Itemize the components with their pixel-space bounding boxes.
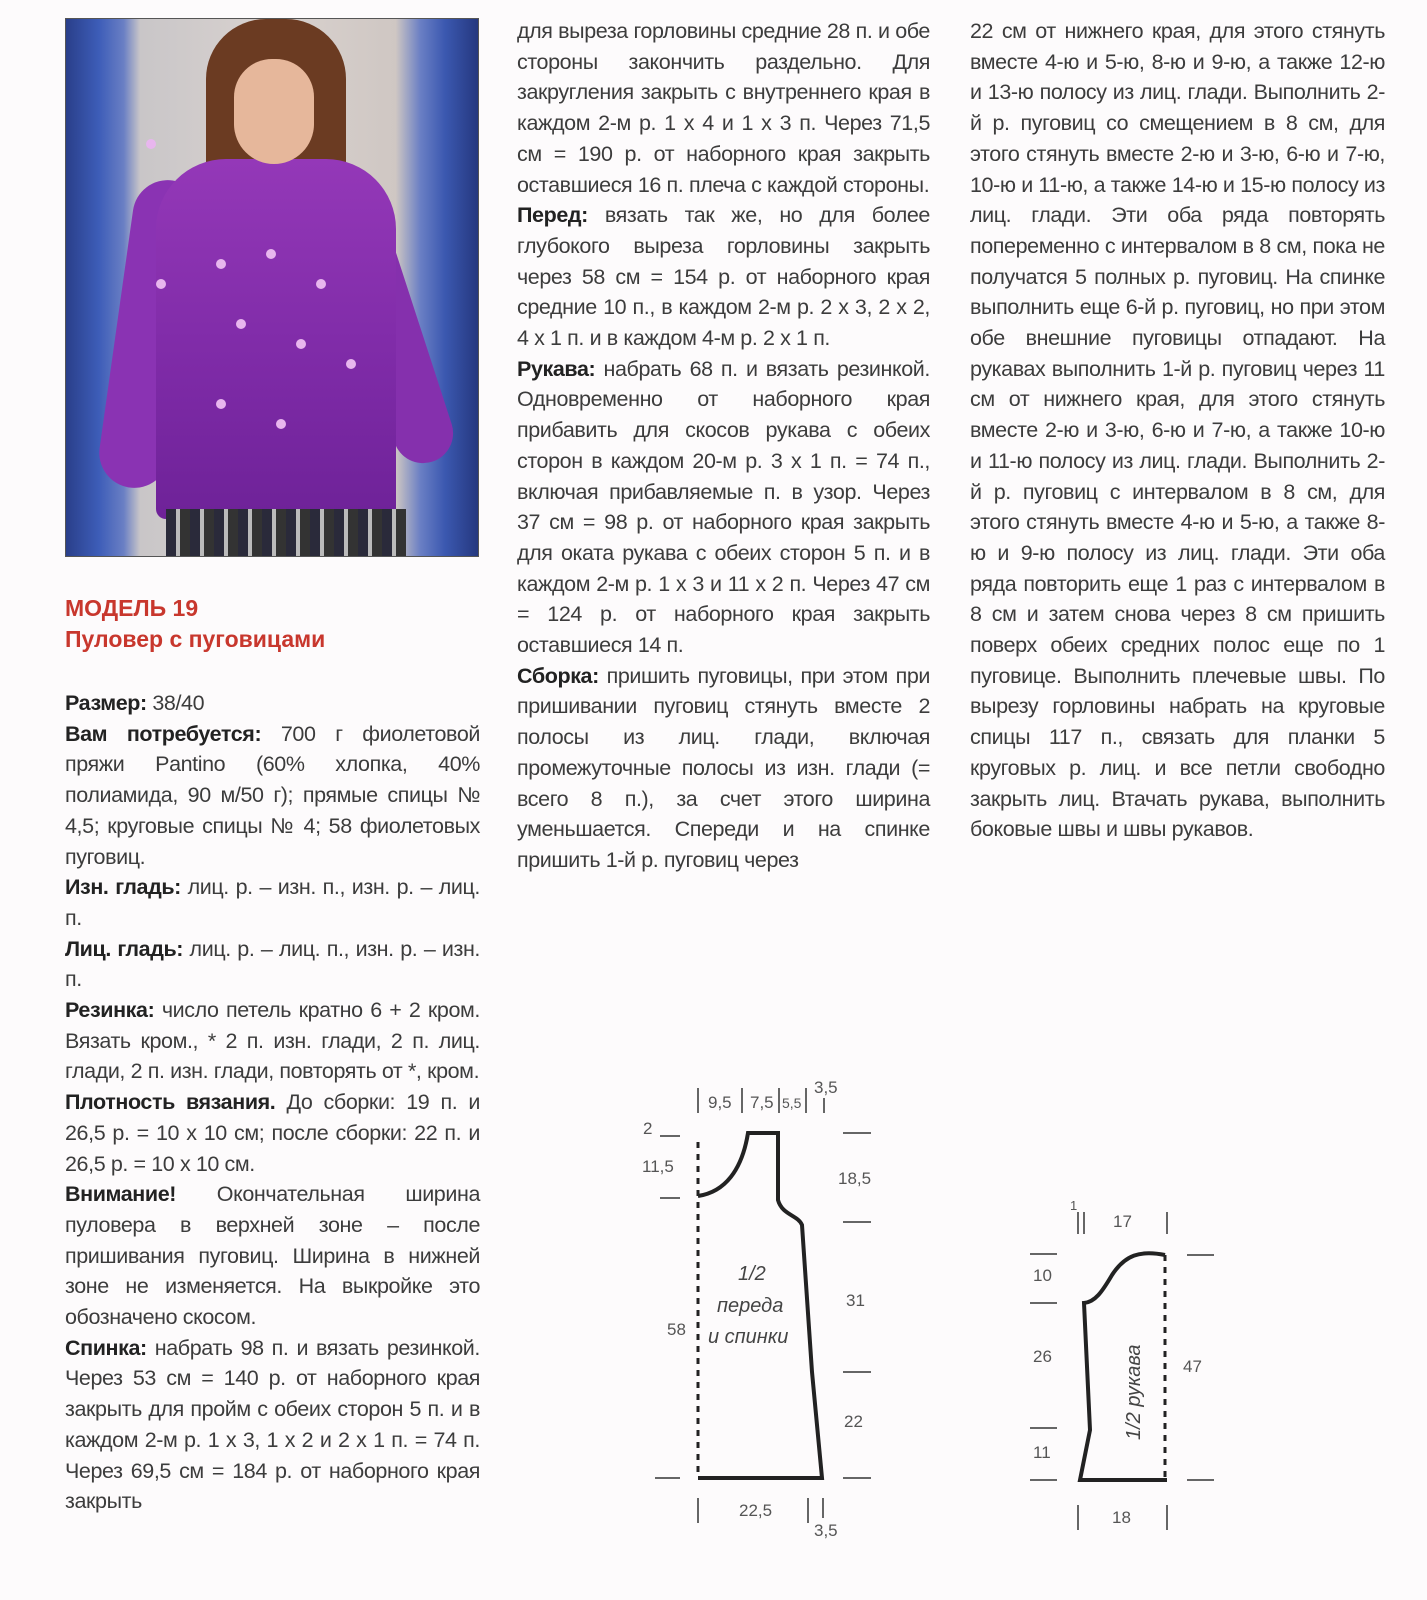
dim-bottom-2: 3,5 — [814, 1521, 838, 1540]
model-name: Пуловер с пуговицами — [65, 626, 326, 652]
body-label-1: 1/2 — [738, 1263, 766, 1285]
paragraph-text: До сборки: 19 п. и 26,5 р. = 10 х 10 см; после сборки: 22 п. и 26,5 р. = 10 х 10 см. — [65, 1090, 480, 1176]
paragraph-heading: Изн. гладь: — [65, 875, 181, 900]
sleeve-dim-bottom: 18 — [1112, 1508, 1131, 1527]
sleeve-dim-left-3: 11 — [1033, 1443, 1051, 1462]
model-number: МОДЕЛЬ 19 — [65, 595, 199, 621]
paragraph-heading: Резинка: — [65, 998, 155, 1023]
paragraph-text: вязать так же, но для более глубокого выреза горловины закрыть через 58 см = 154 р. от наборного края средние 10 п., в каждом 2-м р. 2 х 3, 2 х 2, 4 х 1 п. и в каждом 4-м р. 2 х 1 п. — [517, 203, 930, 351]
dim-left-1: 2 — [643, 1119, 653, 1138]
dim-left-2: 11,5 — [642, 1157, 674, 1176]
dim-top-4: 3,5 — [814, 1078, 838, 1097]
dim-top-1: 9,5 — [708, 1093, 732, 1112]
paragraph-text: 38/40 — [146, 691, 205, 715]
paragraph-text: для выреза горловины средние 28 п. и обе стороны закончить раздельно. Для закругления закрыть с внутреннего края в каждом 2-м р. 1 х 4 и 1 х 3 п. Через 71,5 см = 190 р. от наборного края закрыть оставшиеся 16 п. плеча с каждой стороны. — [517, 19, 930, 197]
body-label-3: и спинки — [708, 1326, 789, 1348]
paragraph-heading: Спинка: — [65, 1335, 147, 1360]
dim-bottom-1: 22,5 — [739, 1501, 773, 1520]
paragraph-text: набрать 98 п. и вязать резинкой. Через 53 см = 140 р. от наборного края закрыть для пройм с обеих сторон 5 п. и в каждом 2-м р. 1 х 3, 1 х 2 и 2 х 1 п. = 74 п. Через 69,5 см = 184 р. от наборного края закрыть — [65, 1335, 480, 1514]
sleeve-dim-top-1: 1 — [1070, 1198, 1078, 1213]
dim-right-3: 22 — [844, 1412, 863, 1431]
sleeve-dim-left-2: 26 — [1033, 1347, 1052, 1366]
sleeve-dim-right: 47 — [1183, 1357, 1202, 1376]
paragraph-text: Окончательная ширина пуловера в верхней зоне – после пришивания пуговиц. Ширина в нижней зоне не изменяется. На выкройке это обозначено скосом. — [65, 1182, 480, 1330]
paragraph-text: число петель кратно 6 + 2 кром. Вязать кром., * 2 п. изн. глади, 2 п. лиц. глади, 2 п. изн. глади, повторять от *, кром. — [65, 998, 480, 1084]
paragraph-heading: Сборка: — [517, 663, 599, 688]
paragraph-text: набрать 68 п. и вязать резинкой. Одновременно от наборного края прибавить для скосов рукава с обеих сторон в каждом 20-м р. 3 х 1 п. = 74 п., включая прибавляемые п. в узор. Через 37 см = 98 р. от наборного края закрыть для оката рукава с обеих сторон 5 п. и в каждом 2-м р. 1 х 3 и 11 х 2 п. Через 47 см = 124 р. от наборного края закрыть оставшиеся 14 п. — [517, 356, 930, 658]
dim-right-1: 18,5 — [838, 1169, 872, 1188]
paragraph-heading: Плотность вязания. — [65, 1090, 276, 1115]
paragraph-heading: Внимание! — [65, 1182, 177, 1207]
paragraph-text: лиц. р. – изн. п., изн. р. – лиц. п. — [65, 875, 481, 930]
dim-top-2: 7,5 — [750, 1093, 774, 1112]
paragraph-heading: Перед: — [517, 203, 588, 228]
sleeve-dim-left-1: 10 — [1033, 1266, 1052, 1285]
paragraph-text: 22 см от нижнего края, для этого стянуть вместе 4-ю и 5-ю, 8-ю и 9-ю, а также 12-ю и 13-ю полосу из лиц. глади. Выполнить 2-й р. пуговиц со смещением в 8 см, для этого стянуть вместе 2-ю и 3-ю, 6-ю и 7-ю, 10-ю и 11-ю, а также 14-ю и 15-ю полосу из лиц. глади. Эти оба ряда повторять попеременно с интервалом в 8 см, пока не получатся 5 полных р. пуговиц. На спинке выполнить еще 6-й р. пуговиц, но при этом обе внешние пуговицы отпадают. На рукавах выполнить 1-й р. пуговиц через 11 см от нижнего края, для этого стянуть вместе 2-ю и 3-ю, 6-ю и 7-ю, а также 10-ю и 11-ю полосу из лиц. глади. Выполнить 2-й р. пуговиц с интервалом в 8 см, для этого стянуть вместе 4-ю и 5-ю, а также 8-ю и 9-ю полосу из лиц. глади. Эти оба ряда повторить еще 1 раз с интервалом в 8 см и затем снова через 8 см пришить поверх обеих средних полос еще по 1 пуговице. Выполнить плечевые швы. По вырезу горловины набрать на круговые спицы 117 п., связать для планки 5 круговых р. лиц. и все петли свободно закрыть лиц. Втачать рукава, выполнить боковые швы и швы рукавов. — [970, 19, 1385, 842]
body-label-2: переда — [717, 1295, 784, 1317]
sleeve-label: 1/2 рукава — [1123, 1344, 1145, 1440]
paragraph-text: пришить пуговицы, при этом при пришивании пуговиц стянуть вместе 2 полосы из лиц. глади, включая промежуточные полосы из изн. глади (= всего 8 п.), за счет этого ширина уменьшается. Спереди и на спинке пришить 1-й р. пуговиц через — [517, 663, 930, 872]
paragraph-heading: Лиц. гладь: — [65, 936, 184, 961]
paragraph-text: 700 г фиолетовой пряжи Pantino (60% хлопка, 40% полиамида, 90 м/50 г); прямые спицы № 4,5; круговые спицы № 4; 58 фиолетовых пуговиц. — [65, 721, 480, 869]
sleeve-dim-top-2: 17 — [1113, 1212, 1132, 1231]
dim-left-3: 58 — [667, 1320, 686, 1339]
dim-right-2: 31 — [846, 1291, 865, 1310]
paragraph-heading: Вам потребуется: — [65, 721, 262, 746]
dim-top-3: 5,5 — [782, 1095, 802, 1111]
paragraph-text: лиц. р. – лиц. п., изн. р. – изн. п. — [65, 936, 480, 992]
paragraph-heading: Рукава: — [517, 356, 596, 381]
paragraph-heading: Размер: — [65, 691, 147, 715]
